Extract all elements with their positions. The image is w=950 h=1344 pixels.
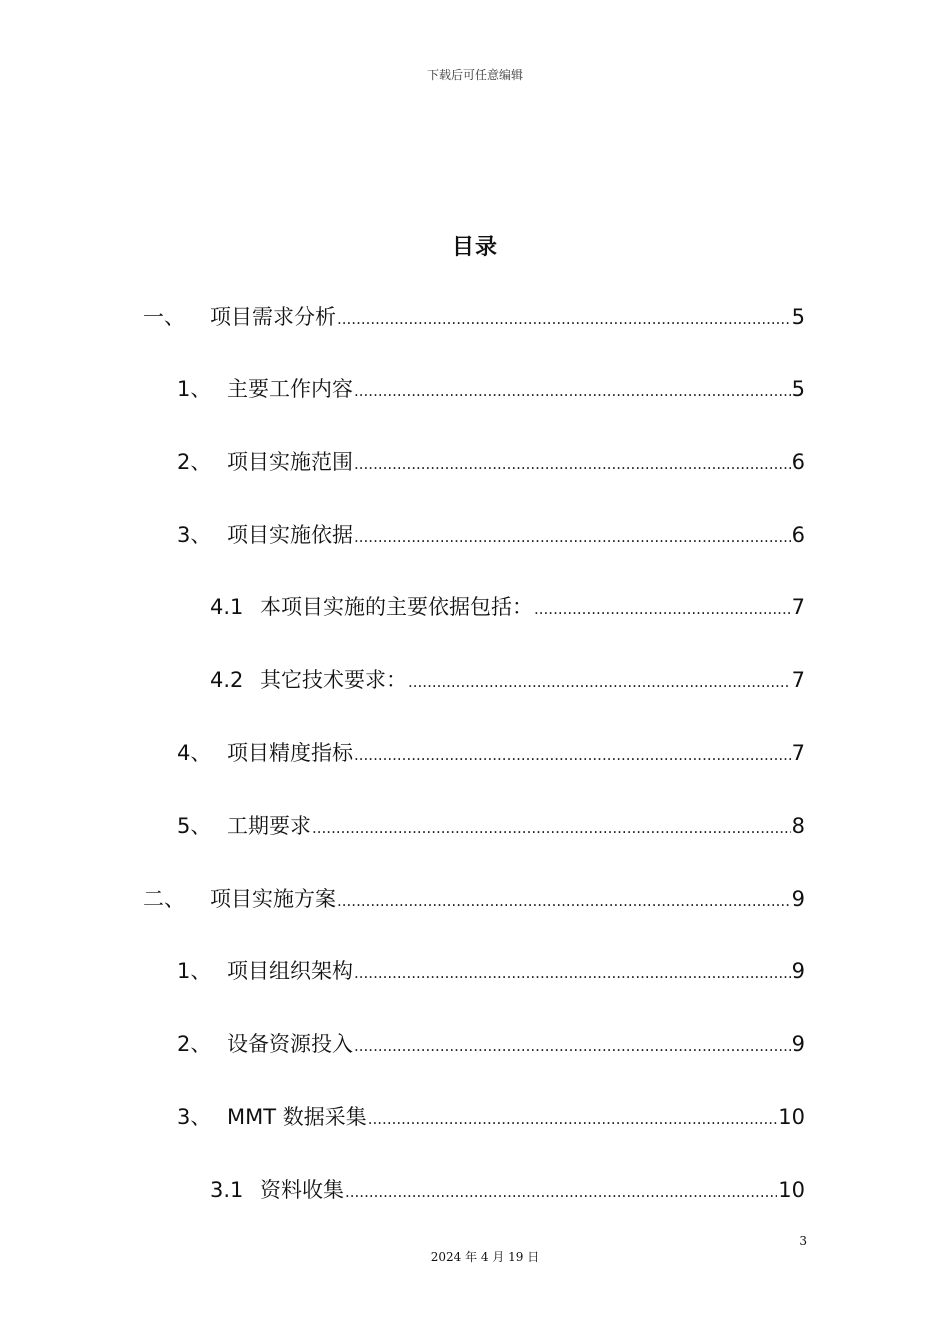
toc-entry-number: 3.1 <box>210 1178 244 1202</box>
toc-entry-number: 二、 <box>143 887 185 911</box>
toc-leader-dots <box>345 1175 777 1207</box>
toc-entry-number: 2、 <box>177 1032 212 1056</box>
toc-entry-text: 主要工作内容 <box>227 377 353 401</box>
toc-entry-text: 资料收集 <box>260 1178 344 1202</box>
toc-entry-page: 6 <box>791 523 805 547</box>
toc-entry-text: 其它技术要求： <box>260 668 407 692</box>
toc-entry-number: 4.1 <box>210 595 244 619</box>
toc-leader-dots <box>534 592 791 624</box>
toc-entry-page: 5 <box>791 377 805 401</box>
toc-entry-text: 项目需求分析 <box>210 305 336 329</box>
toc-entry-page: 9 <box>791 959 805 983</box>
page-footer-date: 2024 年 4 月 19 日 <box>430 1250 540 1264</box>
toc-leader-dots <box>337 884 791 916</box>
toc-entry-number: 5、 <box>177 814 212 838</box>
toc-entry-page: 6 <box>791 450 805 474</box>
toc-leader-dots <box>408 665 791 697</box>
page-header: 下载后可任意编辑 <box>426 68 523 82</box>
toc-entry-page: 7 <box>791 668 805 692</box>
toc-leader-dots <box>368 1102 778 1134</box>
toc-entry-text: MMT 数据采集 <box>227 1105 367 1129</box>
toc-entry[interactable] <box>177 374 805 404</box>
toc-entry-number: 4、 <box>177 741 212 765</box>
toc-entry-text: 项目实施依据 <box>227 523 353 547</box>
toc-entry-text: 项目实施范围 <box>227 450 353 474</box>
toc-entry[interactable] <box>177 811 805 841</box>
toc-entry-text: 设备资源投入 <box>227 1032 353 1056</box>
toc-entry-page: 7 <box>791 741 805 765</box>
toc-entry-number: 1、 <box>177 377 212 401</box>
toc-entry-number: 3、 <box>177 523 212 547</box>
toc-entry-page: 5 <box>791 305 805 329</box>
toc-entry[interactable] <box>210 665 805 695</box>
toc-leader-dots <box>354 520 791 552</box>
toc-entry-number: 4.2 <box>210 668 244 692</box>
toc-entry[interactable] <box>177 956 805 986</box>
toc-entry-number: 1、 <box>177 959 212 983</box>
toc-entry-number: 一、 <box>143 305 185 329</box>
toc-entry[interactable] <box>177 1029 805 1059</box>
toc-entry-text: 项目组织架构 <box>227 959 353 983</box>
page-number: 3 <box>799 1234 807 1248</box>
toc-leader-dots <box>354 956 791 988</box>
toc-entry-number: 3、 <box>177 1105 212 1129</box>
toc-entry[interactable] <box>177 738 805 768</box>
toc-entry-page: 9 <box>791 1032 805 1056</box>
toc-entry-text: 项目精度指标 <box>227 741 353 765</box>
toc-leader-dots <box>354 738 791 770</box>
toc-entry[interactable] <box>143 302 805 332</box>
toc-entry-number: 2、 <box>177 450 212 474</box>
toc-leader-dots <box>354 447 791 479</box>
toc-entry-page: 9 <box>791 887 805 911</box>
toc-entry[interactable] <box>177 447 805 477</box>
toc-entry-text: 工期要求 <box>227 814 311 838</box>
toc-entry[interactable] <box>143 884 805 914</box>
toc-leader-dots <box>354 374 791 406</box>
toc-entry[interactable] <box>177 1102 805 1132</box>
toc-entry-page: 7 <box>791 595 805 619</box>
toc-entry[interactable] <box>210 592 805 622</box>
toc-leader-dots <box>337 302 791 334</box>
toc-entry[interactable] <box>177 520 805 550</box>
toc-leader-dots <box>354 1029 791 1061</box>
toc-entry-text: 项目实施方案 <box>210 887 336 911</box>
toc-entry-page: 10 <box>778 1105 805 1129</box>
toc-entry[interactable] <box>210 1175 805 1205</box>
toc-entry-text: 本项目实施的主要依据包括： <box>260 595 533 619</box>
toc-title: 目录 <box>451 235 498 260</box>
toc-entry-page: 10 <box>778 1178 805 1202</box>
toc-entry-page: 8 <box>791 814 805 838</box>
toc-leader-dots <box>312 811 791 843</box>
